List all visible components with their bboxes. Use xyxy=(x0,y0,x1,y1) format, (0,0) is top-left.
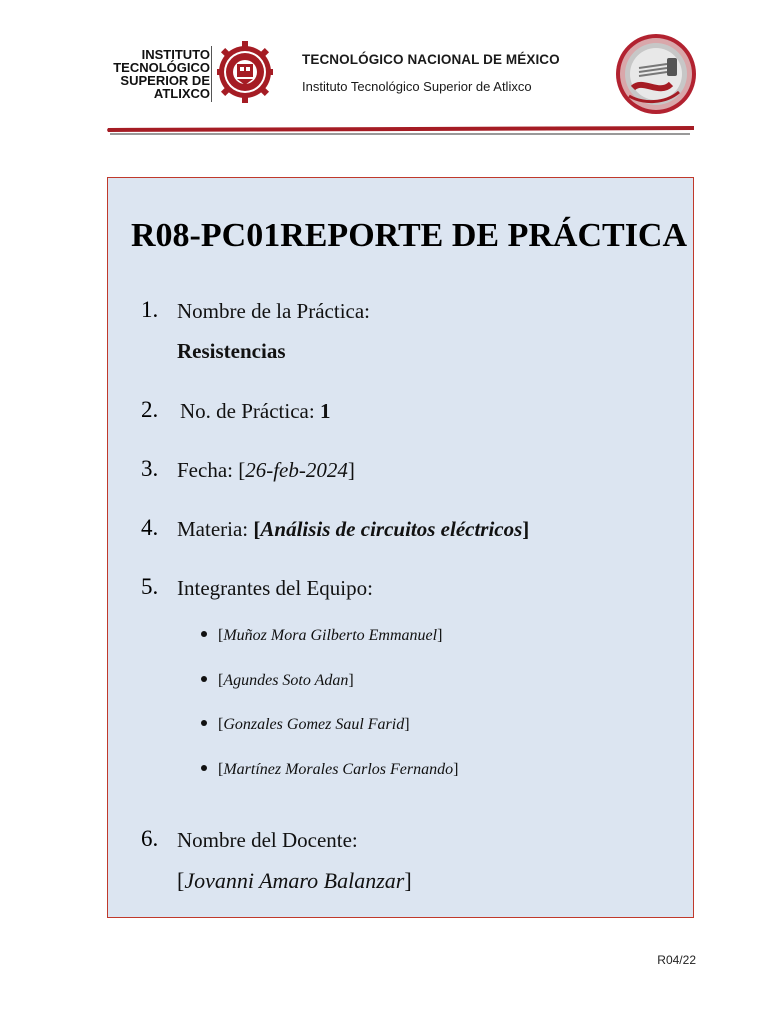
report-title: R08-PC01REPORTE DE PRÁCTICA xyxy=(131,217,688,254)
date-row: Fecha: [26-feb-2024] xyxy=(177,458,355,482)
item-number: 4. xyxy=(141,515,159,540)
institute-name xyxy=(100,48,210,100)
item-number: 1. xyxy=(141,297,159,322)
date-label: Fecha: xyxy=(177,458,233,482)
institute-name-line: TECNOLÓGICO xyxy=(113,60,210,75)
subject-value: Análisis de circuitos eléctricos xyxy=(260,517,523,541)
tecnm-title: TECNOLÓGICO NACIONAL DE MÉXICO xyxy=(302,52,560,67)
tecnm-subtitle: Instituto Tecnológico Superior de Atlixco xyxy=(302,79,532,94)
institute-name-line: INSTITUTO xyxy=(141,47,210,62)
item-number: 5. xyxy=(141,574,159,599)
team-member-item: [Muñoz Mora Gilberto Emmanuel] xyxy=(201,627,442,645)
teacher-name: Jovanni Amaro Balanzar xyxy=(184,868,405,893)
item-number: 6. xyxy=(141,826,159,851)
mechatronics-logo xyxy=(609,30,705,120)
team-member-item: [Martínez Morales Carlos Fernando] xyxy=(201,761,458,779)
team-member-name: Gonzales Gomez Saul Farid xyxy=(223,716,405,733)
institute-seal-logo xyxy=(217,40,273,104)
subject-row: Materia: [Análisis de circuitos eléctricos] xyxy=(177,517,530,541)
teacher-value-row: [Jovanni Amaro Balanzar] xyxy=(177,868,412,893)
team-member-name: Martínez Morales Carlos Fernando xyxy=(223,761,454,778)
team-member-name: Muñoz Mora Gilberto Emmanuel xyxy=(223,627,438,644)
practice-number-value: 1 xyxy=(319,399,331,423)
bullet-icon xyxy=(201,720,207,726)
bullet-icon xyxy=(201,676,207,682)
team-member-item: [Gonzales Gomez Saul Farid] xyxy=(201,716,410,734)
date-value: 26-feb-2024 xyxy=(245,458,348,482)
practice-name-value xyxy=(177,339,286,364)
practice-number-label: No. de Práctica: xyxy=(180,399,315,423)
practice-name-label: Nombre de la Práctica: xyxy=(177,299,370,323)
institute-name-line: ATLIXCO xyxy=(153,86,210,101)
team-members-label: Integrantes del Equipo: xyxy=(177,576,373,600)
report-box xyxy=(107,177,694,918)
practice-name-text: Resistencias xyxy=(177,339,286,363)
bullet-icon xyxy=(201,765,207,771)
header-rule xyxy=(0,120,768,140)
document-code: R04/22 xyxy=(657,953,696,967)
team-member-item: [Agundes Soto Adan] xyxy=(201,672,354,690)
bullet-icon xyxy=(201,631,207,637)
teacher-label: Nombre del Docente: xyxy=(177,828,358,852)
team-member-name: Agundes Soto Adan xyxy=(223,672,349,689)
institute-name-line: SUPERIOR DE xyxy=(120,73,210,88)
item-number: 2. xyxy=(141,397,159,422)
subject-label: Materia: xyxy=(177,517,249,541)
item-number: 3. xyxy=(141,456,159,481)
header-divider xyxy=(211,46,212,102)
practice-number-row xyxy=(180,399,330,424)
